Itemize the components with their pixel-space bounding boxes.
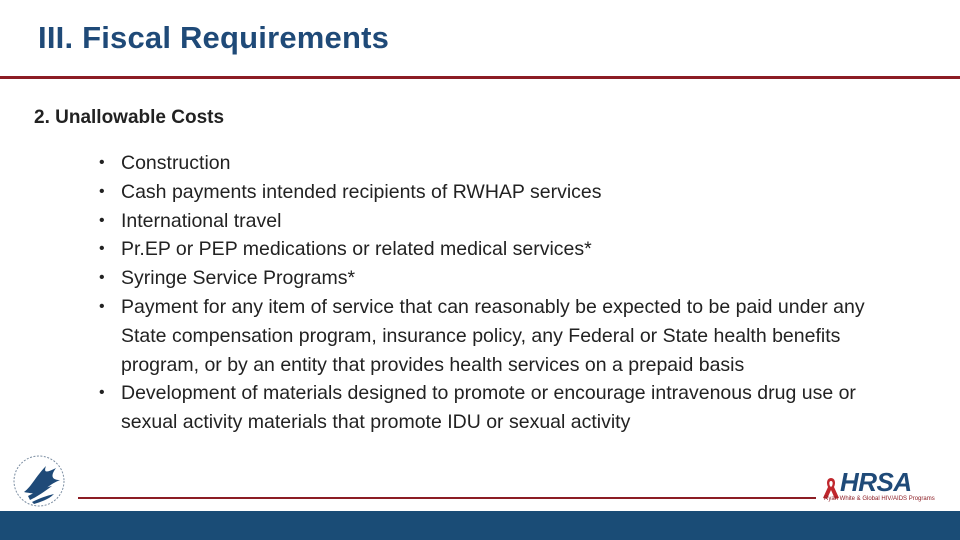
hhs-eagle-seal-icon: [10, 452, 72, 510]
footer-band: [0, 511, 960, 540]
section-heading: 2. Unallowable Costs: [34, 107, 225, 128]
bullet-text: Development of materials designed to promote or encourage intravenous drug use or sexual activity materials that promote IDU or sexual activity: [121, 382, 856, 434]
bullet-dot-icon: •: [99, 297, 105, 315]
bullet-list: [99, 149, 869, 437]
bullet-dot-icon: •: [99, 154, 105, 171]
bullet-item: [99, 293, 869, 379]
hrsa-wordmark: HRSA: [840, 467, 912, 497]
bullet-item: [99, 149, 869, 178]
slide-title: III. Fiscal Requirements: [38, 20, 390, 55]
bullet-text: International travel: [121, 209, 282, 232]
bullet-item: [99, 264, 869, 293]
bullet-dot-icon: •: [99, 269, 105, 287]
bullet-dot-icon: •: [99, 211, 105, 229]
bullet-dot-icon: •: [99, 384, 105, 402]
hrsa-logo: [818, 468, 942, 506]
bullet-item: [99, 178, 869, 207]
bullet-text: Construction: [121, 152, 231, 174]
footer-divider: [78, 497, 816, 499]
bullet-text: Cash payments intended recipients of RWHAP services: [121, 180, 602, 203]
bullet-text: Payment for any item of service that can reasonably be expected to be paid under any State compensation program, insurance policy, any Federal or State health benefits program, or by an entity that provides health services on a prepaid basis: [121, 295, 865, 376]
hrsa-tagline: Ryan White & Global HIV/AIDS Programs: [824, 496, 935, 502]
bullet-dot-icon: •: [99, 240, 105, 258]
bullet-text: Pr.EP or PEP medications or related medical services*: [121, 238, 592, 261]
bullet-dot-icon: •: [99, 182, 105, 200]
title-divider: [0, 76, 960, 79]
bullet-item: [99, 207, 869, 236]
bullet-text: Syringe Service Programs*: [121, 267, 356, 290]
bullet-item: [99, 379, 869, 437]
bullet-item: [99, 235, 869, 264]
